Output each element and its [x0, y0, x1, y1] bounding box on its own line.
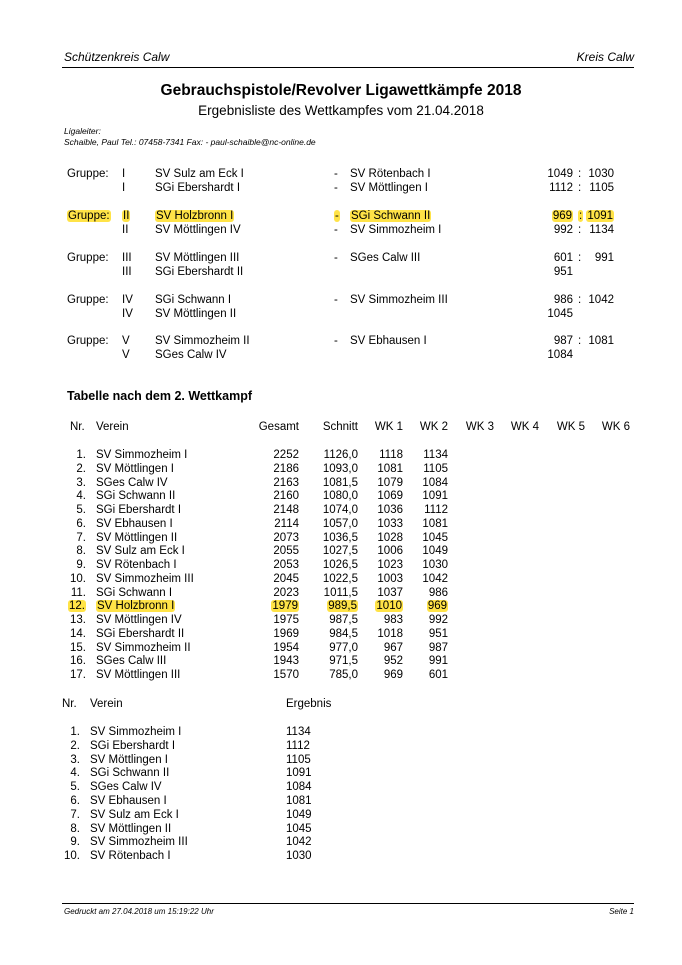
table-average: 1093,0 — [322, 463, 358, 475]
table-wk1: 969 — [383, 669, 403, 681]
table-club: SV Möttlingen II — [96, 532, 178, 544]
ligaleiter-label: Ligaleiter: — [64, 126, 101, 136]
match-group: I — [122, 168, 126, 180]
table-wk1: 1081 — [377, 463, 403, 475]
table-average: 971,5 — [329, 655, 358, 667]
match-away-score: 991 — [594, 252, 614, 264]
table-wk1: 1033 — [377, 518, 403, 530]
ranking-rank: 2. — [70, 740, 80, 752]
table-total: 1979 — [272, 600, 298, 612]
table-total: 2163 — [273, 477, 299, 489]
table-header: WK 4 — [510, 421, 539, 433]
ranking-club: SGi Schwann II — [90, 767, 170, 779]
table-wk2: 1030 — [422, 559, 448, 571]
table-total: 1954 — [273, 642, 299, 654]
ranking-club: SGes Calw IV — [90, 781, 162, 793]
header-right: Kreis Calw — [576, 50, 634, 64]
table-rank: 4. — [76, 490, 86, 502]
match-home-team: SV Holzbronn I — [156, 210, 234, 222]
table-total: 2148 — [273, 504, 299, 516]
ranking-result: 1091 — [286, 767, 312, 779]
table-wk2: 991 — [428, 655, 448, 667]
match-home-score: 1084 — [547, 349, 573, 361]
table-rank: 17. — [70, 669, 86, 681]
match-group: III — [122, 252, 132, 264]
page-title: Gebrauchspistole/Revolver Ligawettkämpfe 2018 — [160, 82, 522, 99]
table-total: 2114 — [274, 518, 299, 530]
match-away-team: SGes Calw III — [350, 252, 421, 264]
match-away-team: SV Ebhausen I — [350, 335, 427, 347]
match-away-score: 1091 — [587, 210, 613, 222]
table-total: 1943 — [273, 655, 299, 667]
table-average: 987,5 — [329, 614, 358, 626]
header-left: Schützenkreis Calw — [64, 50, 170, 64]
match-group: IV — [122, 308, 133, 320]
ranking-rank: 7. — [70, 809, 80, 821]
table-rank: 14. — [70, 628, 86, 640]
table-total: 2055 — [273, 545, 299, 557]
match-group: I — [122, 182, 126, 194]
ranking-club: SV Möttlingen I — [90, 754, 168, 766]
match-away-team: SV Möttlingen I — [350, 182, 428, 194]
match-home-score: 986 — [553, 294, 573, 306]
table-wk1: 967 — [383, 642, 403, 654]
table-total: 1975 — [273, 614, 299, 626]
table-wk2: 969 — [427, 600, 447, 612]
table-average: 1022,5 — [322, 573, 358, 585]
match-home-score: 601 — [553, 252, 573, 264]
table-club: SGi Schwann II — [96, 490, 176, 502]
table-wk1: 1010 — [376, 600, 402, 612]
page-subtitle: Ergebnisliste des Wettkampfes vom 21.04.2018 — [198, 103, 484, 118]
table-total: 2053 — [273, 559, 299, 571]
match-separator: : — [578, 224, 582, 236]
table-wk2: 1045 — [422, 532, 448, 544]
ranking-club: SV Ebhausen I — [90, 795, 167, 807]
table-wk2: 1112 — [424, 504, 448, 516]
match-away-score: 1134 — [589, 224, 614, 236]
table-rank: 9. — [76, 559, 86, 571]
ranking-result: 1045 — [286, 823, 312, 835]
match-home-score: 1049 — [547, 168, 573, 180]
table-average: 1036,5 — [322, 532, 358, 544]
table-average: 977,0 — [329, 642, 358, 654]
table-wk2: 1091 — [422, 490, 448, 502]
table-rank: 2. — [76, 463, 86, 475]
match-home-team: SV Sulz am Eck I — [155, 168, 244, 180]
table-rank: 11. — [70, 587, 86, 599]
table-club: SGi Ebershardt II — [96, 628, 185, 640]
match-away-team: SGi Schwann II — [351, 210, 431, 222]
table-club: SV Ebhausen I — [96, 518, 173, 530]
ranking-result: 1042 — [286, 836, 312, 848]
match-separator: : — [578, 294, 582, 306]
table-wk2: 601 — [428, 669, 448, 681]
table-header: Gesamt — [258, 421, 299, 433]
table-club: SV Möttlingen I — [96, 463, 174, 475]
match-group: V — [122, 335, 130, 347]
table-club: SV Simmozheim II — [96, 642, 191, 654]
table-wk1: 1079 — [377, 477, 403, 489]
match-separator: : — [579, 210, 583, 222]
table-wk2: 986 — [428, 587, 448, 599]
table-total: 2160 — [273, 490, 299, 502]
table-rank: 13. — [70, 614, 86, 626]
ranking-club: SV Simmozheim I — [90, 726, 182, 738]
match-group: IV — [122, 294, 133, 306]
table-club: SGi Ebershardt I — [96, 504, 182, 516]
table-rank: 16. — [70, 655, 86, 667]
ranking-rank: 6. — [70, 795, 80, 807]
match-separator: : — [578, 168, 582, 180]
table-club: SV Simmozheim I — [96, 449, 188, 461]
ranking-rank: 8. — [70, 823, 80, 835]
table-rank: 15. — [70, 642, 86, 654]
match-group: V — [122, 349, 130, 361]
table-header: WK 2 — [419, 421, 448, 433]
header-divider — [62, 67, 634, 68]
table-total: 2045 — [273, 573, 299, 585]
match-home-score: 1112 — [549, 182, 573, 194]
ranking-club: SGi Ebershardt I — [90, 740, 176, 752]
match-dash: - — [334, 252, 338, 264]
match-away-team: SV Rötenbach I — [350, 168, 431, 180]
table-total: 2252 — [273, 449, 299, 461]
ranking-rank: 5. — [70, 781, 80, 793]
match-away-score: 1081 — [588, 335, 614, 347]
match-home-team: SV Möttlingen II — [155, 308, 237, 320]
table-title: Tabelle nach dem 2. Wettkampf — [67, 389, 253, 403]
ranking-club: SV Simmozheim III — [90, 836, 188, 848]
ranking-result: 1081 — [286, 795, 312, 807]
ranking-club: SV Möttlingen II — [90, 823, 172, 835]
match-dash: - — [334, 182, 338, 194]
match-dash: - — [335, 210, 339, 222]
match-home-score: 1045 — [547, 308, 573, 320]
table-wk2: 1084 — [422, 477, 448, 489]
table-wk1: 1036 — [377, 504, 403, 516]
table-header: WK 5 — [556, 421, 585, 433]
table-average: 1074,0 — [322, 504, 358, 516]
match-home-team: SGes Calw IV — [155, 349, 227, 361]
match-home-score: 992 — [553, 224, 573, 236]
match-group: III — [122, 266, 132, 278]
table-wk2: 1042 — [422, 573, 448, 585]
ranking-rank: 4. — [70, 767, 80, 779]
match-dash: - — [334, 168, 338, 180]
table-wk2: 1134 — [423, 449, 448, 461]
match-group: II — [122, 224, 129, 236]
ranking-rank: 1. — [70, 726, 80, 738]
table-header: Schnitt — [322, 421, 358, 433]
table-header: WK 1 — [374, 421, 403, 433]
match-home-team: SV Möttlingen III — [155, 252, 240, 264]
table-rank: 12. — [69, 600, 85, 612]
table-club: SGi Schwann I — [96, 587, 173, 599]
table-rank: 5. — [76, 504, 86, 516]
table-wk2: 987 — [428, 642, 448, 654]
table-rank: 1. — [76, 449, 86, 461]
ranking-header: Nr. — [62, 698, 77, 710]
table-wk2: 1081 — [422, 518, 448, 530]
table-average: 1026,5 — [322, 559, 358, 571]
table-club: SV Sulz am Eck I — [96, 545, 185, 557]
match-away-score: 1042 — [588, 294, 614, 306]
table-total: 2073 — [273, 532, 299, 544]
ranking-header: Ergebnis — [286, 698, 332, 710]
match-separator: : — [578, 335, 582, 347]
match-home-team: SV Möttlingen IV — [155, 224, 241, 236]
table-club: SV Holzbronn I — [97, 600, 175, 612]
table-average: 984,5 — [329, 628, 358, 640]
table-average: 1081,5 — [322, 477, 358, 489]
table-rank: 7. — [76, 532, 86, 544]
table-club: SV Möttlingen III — [96, 669, 181, 681]
table-wk2: 951 — [428, 628, 448, 640]
match-home-score: 951 — [553, 266, 573, 278]
match-group-label: Gruppe: — [68, 210, 110, 222]
ranking-header: Verein — [90, 698, 123, 710]
table-average: 1057,0 — [322, 518, 358, 530]
table-wk1: 1069 — [377, 490, 403, 502]
ranking-result: 1105 — [286, 754, 311, 766]
ranking-club: SV Rötenbach I — [90, 850, 171, 862]
table-rank: 6. — [76, 518, 86, 530]
ligaleiter-contact: Schaible, Paul Tel.: 07458-7341 Fax: - paul-schaible@nc-online.de — [64, 137, 316, 147]
table-wk1: 1006 — [377, 545, 403, 557]
match-home-score: 987 — [553, 335, 573, 347]
table-wk1: 1023 — [377, 559, 403, 571]
table-wk2: 992 — [428, 614, 448, 626]
footer-right: Seite 1 — [609, 907, 634, 916]
match-away-score: 1030 — [588, 168, 614, 180]
table-header: Nr. — [70, 421, 85, 433]
table-total: 2186 — [273, 463, 299, 475]
footer-left: Gedruckt am 27.04.2018 um 15:19:22 Uhr — [64, 907, 214, 916]
table-club: SGes Calw III — [96, 655, 167, 667]
table-average: 1011,5 — [323, 587, 358, 599]
table-wk1: 952 — [383, 655, 403, 667]
table-header: Verein — [96, 421, 129, 433]
ranking-club: SV Sulz am Eck I — [90, 809, 179, 821]
ranking-result: 1030 — [286, 850, 312, 862]
match-home-team: SGi Schwann I — [155, 294, 232, 306]
table-wk1: 1018 — [377, 628, 403, 640]
table-total: 1570 — [273, 669, 299, 681]
footer-divider — [62, 903, 634, 904]
table-total: 2023 — [273, 587, 299, 599]
ranking-result: 1112 — [286, 740, 310, 752]
match-separator: : — [578, 252, 582, 264]
table-total: 1969 — [273, 628, 299, 640]
table-wk1: 1037 — [377, 587, 403, 599]
table-average: 989,5 — [328, 600, 357, 612]
match-group: II — [123, 210, 130, 222]
match-away-score: 1105 — [589, 182, 614, 194]
match-home-team: SGi Ebershardt II — [155, 266, 244, 278]
table-wk1: 1028 — [377, 532, 403, 544]
match-away-team: SV Simmozheim III — [350, 294, 448, 306]
table-club: SGes Calw IV — [96, 477, 168, 489]
match-group-label: Gruppe: — [67, 335, 109, 347]
ranking-rank: 10. — [64, 850, 80, 862]
match-away-team: SV Simmozheim I — [350, 224, 442, 236]
table-wk1: 1118 — [379, 449, 403, 461]
ranking-rank: 9. — [70, 836, 80, 848]
table-header: WK 3 — [465, 421, 494, 433]
match-group-label: Gruppe: — [67, 168, 109, 180]
table-average: 1080,0 — [322, 490, 358, 502]
table-header: WK 6 — [601, 421, 630, 433]
match-group-label: Gruppe: — [67, 252, 109, 264]
table-rank: 3. — [76, 477, 86, 489]
table-club: SV Rötenbach I — [96, 559, 177, 571]
ranking-result: 1134 — [286, 726, 311, 738]
table-club: SV Möttlingen IV — [96, 614, 182, 626]
ranking-result: 1084 — [286, 781, 312, 793]
ranking-result: 1049 — [286, 809, 312, 821]
match-dash: - — [334, 294, 338, 306]
table-wk2: 1105 — [423, 463, 448, 475]
match-dash: - — [334, 335, 338, 347]
table-club: SV Simmozheim III — [96, 573, 194, 585]
match-dash: - — [334, 224, 338, 236]
table-average: 1027,5 — [322, 545, 358, 557]
table-wk1: 1003 — [377, 573, 403, 585]
match-home-score: 969 — [552, 210, 572, 222]
ranking-rank: 3. — [70, 754, 80, 766]
table-rank: 8. — [76, 545, 86, 557]
match-group-label: Gruppe: — [67, 294, 109, 306]
table-average: 1126,0 — [323, 449, 358, 461]
match-home-team: SGi Ebershardt I — [155, 182, 241, 194]
table-wk2: 1049 — [422, 545, 448, 557]
table-rank: 10. — [70, 573, 86, 585]
match-separator: : — [578, 182, 582, 194]
table-wk1: 983 — [383, 614, 403, 626]
table-average: 785,0 — [329, 669, 358, 681]
match-home-team: SV Simmozheim II — [155, 335, 250, 347]
